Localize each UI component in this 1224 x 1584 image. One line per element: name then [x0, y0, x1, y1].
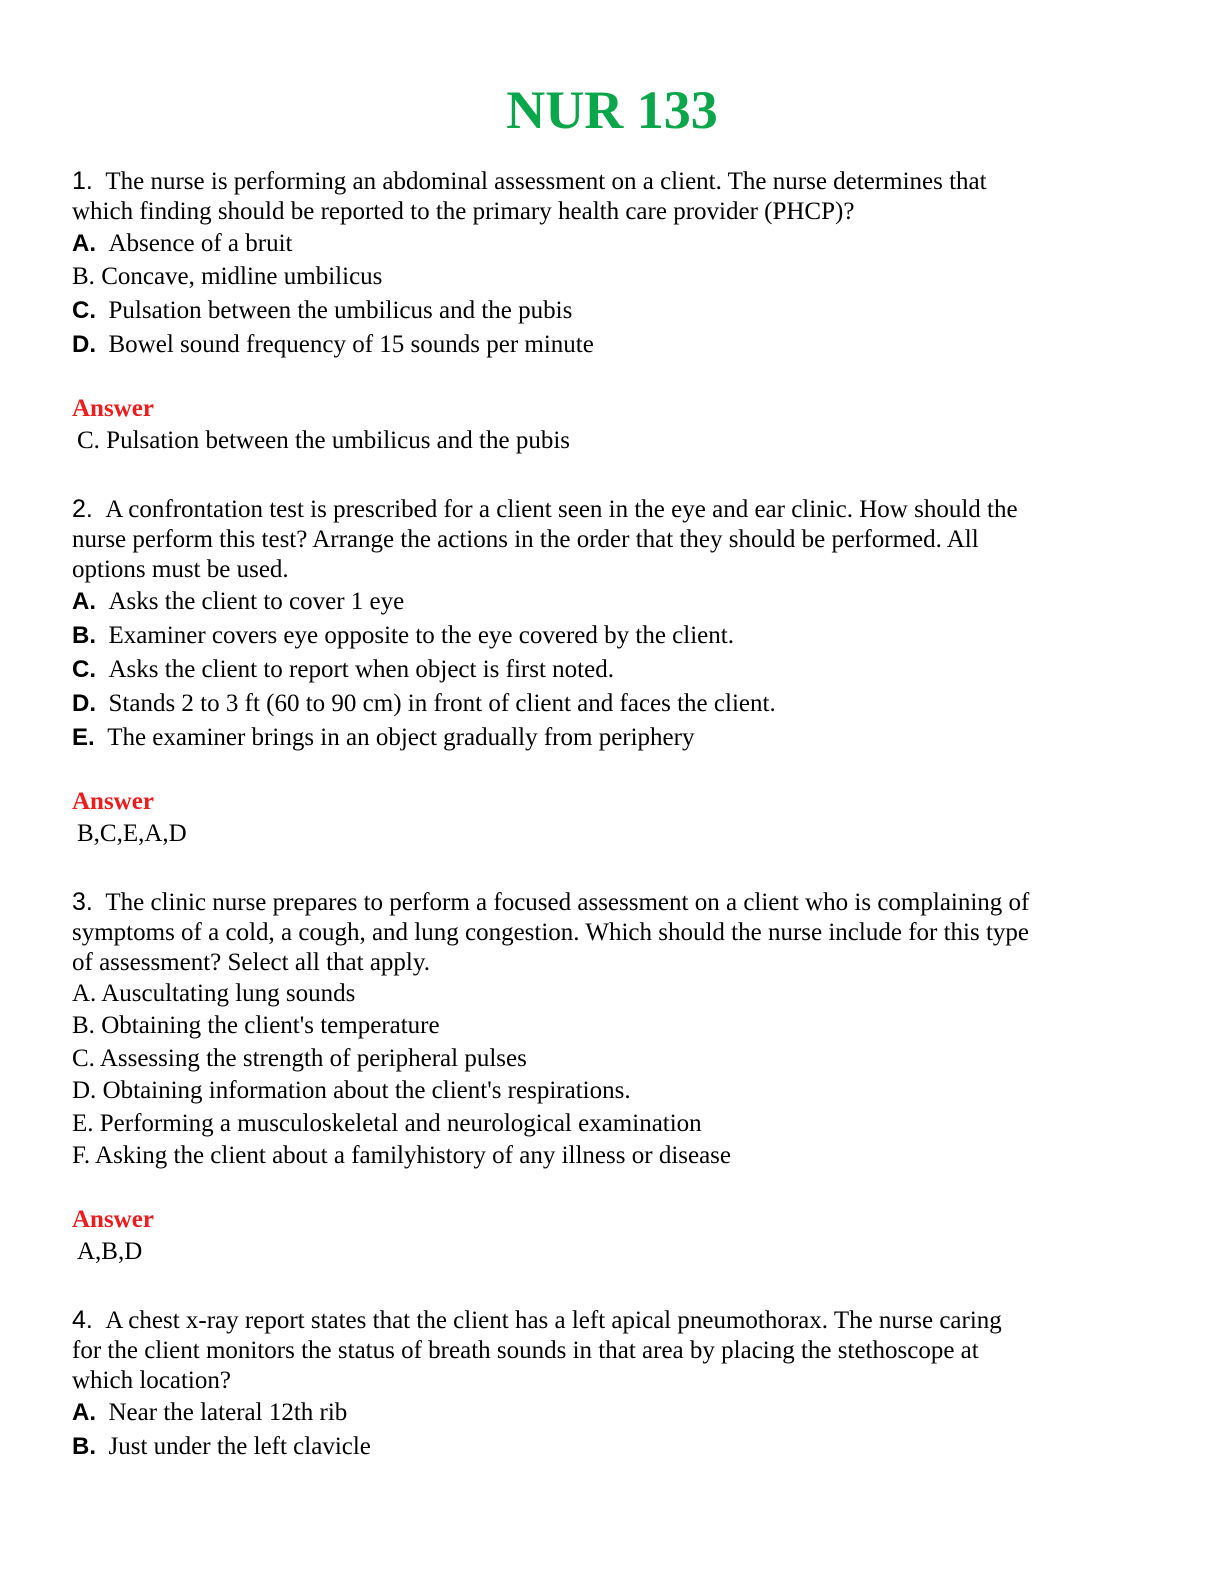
option-a — [72, 585, 1152, 619]
option-letter: C. — [72, 1044, 95, 1072]
question-number: 4. — [72, 1305, 93, 1334]
question-text-line: The clinic nurse prepares to perform a focused assessment on a client who is complaining of — [105, 888, 1030, 916]
question-text-line: A chest x-ray report states that the client has a left apical pneumothorax. The nurse caring — [105, 1306, 1002, 1334]
option-b — [72, 261, 1152, 294]
option-letter: F. — [72, 1142, 91, 1169]
question-stem — [72, 494, 1152, 525]
document-title: NUR 133 — [506, 80, 718, 140]
option-letter: C. — [72, 655, 96, 683]
question-stem — [72, 1305, 1152, 1336]
option-text: Pulsation between the umbilicus and the pubis — [108, 296, 573, 324]
option-b — [72, 1010, 1152, 1043]
option-text: The examiner brings in an object gradually from periphery — [107, 723, 695, 751]
question-text-line: A confrontation test is prescribed for a client seen in the eye and ear clinic. How should the — [105, 495, 1018, 523]
answer-label: Answer — [72, 1205, 154, 1233]
option-letter: A. — [72, 979, 97, 1007]
answer-value: A,B,D — [77, 1237, 143, 1265]
option-letter: D. — [72, 689, 96, 717]
answer-value: C. Pulsation between the umbilicus and the pubis — [77, 426, 570, 454]
option-text: Obtaining information about the client's respirations. — [102, 1077, 631, 1104]
option-letter: A. — [72, 587, 96, 615]
question-text-line: for the client monitors the status of breath sounds in that area by placing the stethoscope at — [72, 1336, 979, 1364]
answer-label: Answer — [72, 787, 154, 815]
question-2 — [72, 494, 1152, 851]
answer-label: Answer — [72, 394, 154, 422]
question-1 — [72, 166, 1152, 458]
option-text: Asks the client to report when object is first noted. — [108, 655, 614, 683]
option-d — [72, 328, 1152, 362]
option-a — [72, 227, 1152, 261]
question-text-line: The nurse is performing an abdominal assessment on a client. The nurse determines that — [105, 168, 987, 195]
question-4 — [72, 1305, 1152, 1464]
option-letter: D. — [72, 330, 96, 358]
option-text: Asks the client to cover 1 eye — [108, 587, 405, 615]
option-a — [72, 978, 1152, 1011]
question-text-line: options must be used. — [72, 555, 289, 583]
question-text-line: symptoms of a cold, a cough, and lung congestion. Which should the nurse include for this type — [72, 918, 1030, 946]
option-text: Bowel sound frequency of 15 sounds per minute — [108, 330, 594, 358]
question-3 — [72, 887, 1152, 1269]
option-d — [72, 687, 1152, 721]
option-text: Just under the left clavicle — [108, 1432, 371, 1460]
option-text: Obtaining the client's temperature — [101, 1012, 440, 1039]
option-a — [72, 1396, 1152, 1430]
question-number: 2. — [72, 494, 93, 523]
option-c — [72, 294, 1152, 328]
option-text: Examiner covers eye opposite to the eye covered by the client. — [108, 621, 734, 649]
option-text: Concave, midline umbilicus — [101, 263, 383, 290]
option-letter: A. — [72, 230, 96, 257]
option-text: Asking the client about a familyhistory of any illness or disease — [95, 1142, 732, 1169]
option-letter: E. — [72, 723, 95, 751]
option-c — [72, 1043, 1152, 1076]
option-letter: D. — [72, 1077, 97, 1104]
answer-value: B,C,E,A,D — [77, 819, 187, 847]
option-b — [72, 1430, 1152, 1464]
option-text: Absence of a bruit — [108, 230, 293, 257]
question-number: 1. — [72, 167, 93, 195]
question-text-line: which location? — [72, 1366, 231, 1394]
option-letter: B. — [72, 1012, 95, 1039]
option-text: Assessing the strength of peripheral pulses — [99, 1044, 527, 1072]
option-e — [72, 1108, 1152, 1141]
option-letter: B. — [72, 1432, 96, 1460]
option-text: Stands 2 to 3 ft (60 to 90 cm) in front of client and faces the client. — [108, 689, 776, 717]
question-text-line: of assessment? Select all that apply. — [72, 948, 430, 976]
question-number: 3. — [72, 887, 93, 916]
option-d — [72, 1075, 1152, 1108]
option-c — [72, 653, 1152, 687]
question-stem — [72, 887, 1152, 918]
option-b — [72, 619, 1152, 653]
option-letter: B. — [72, 263, 95, 290]
question-text-line: which finding should be reported to the primary health care provider (PHCP)? — [72, 198, 855, 225]
option-letter: A. — [72, 1398, 96, 1426]
option-text: Auscultating lung sounds — [101, 979, 356, 1007]
option-e — [72, 721, 1152, 755]
option-text: Near the lateral 12th rib — [108, 1398, 348, 1426]
option-f — [72, 1140, 1152, 1173]
question-stem — [72, 166, 1152, 197]
document-page — [72, 72, 1152, 1464]
option-letter: C. — [72, 296, 96, 324]
option-letter: E. — [72, 1109, 94, 1137]
question-text-line: nurse perform this test? Arrange the actions in the order that they should be performed. All — [72, 525, 979, 553]
option-letter: B. — [72, 621, 96, 649]
option-text: Performing a musculoskeletal and neurological examination — [99, 1109, 702, 1137]
